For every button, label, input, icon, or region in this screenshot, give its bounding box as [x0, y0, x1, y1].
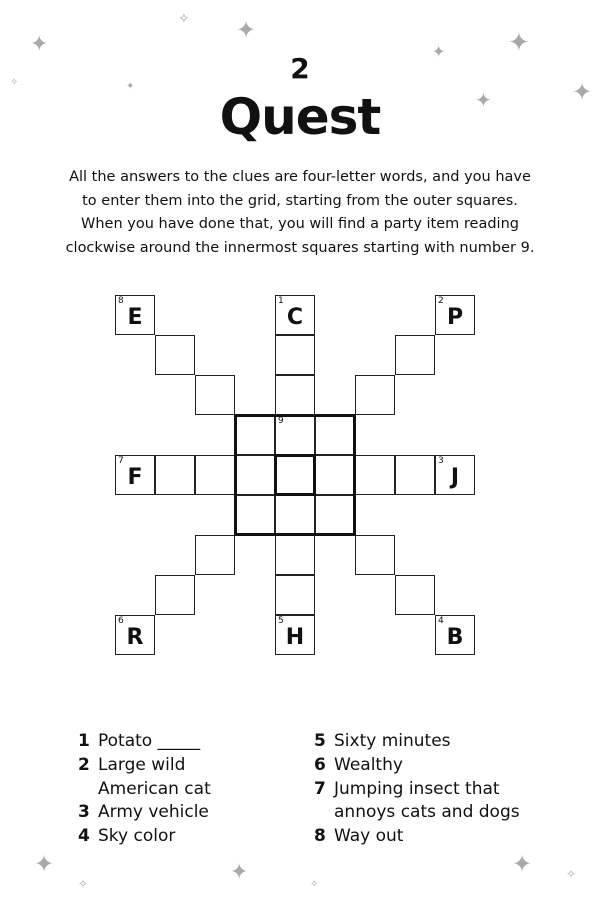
clue-text: Large wild	[98, 754, 186, 775]
clue-number: 4	[78, 826, 90, 847]
cell-letter: J	[450, 465, 460, 490]
cell-letter: F	[127, 465, 143, 490]
grid-cell[interactable]	[395, 455, 435, 495]
grid-cell[interactable]	[275, 295, 315, 335]
sparkle-icon: ✦	[34, 850, 55, 878]
cell-number: 2	[438, 296, 444, 306]
sparkle-icon: ✧	[10, 77, 19, 88]
grid-cell[interactable]	[195, 535, 235, 575]
cell-number: 5	[278, 616, 284, 626]
cell-number: 4	[438, 616, 444, 626]
clue-number: 7	[314, 778, 326, 799]
grid-cell[interactable]	[155, 455, 195, 495]
sparkle-icon: ✦	[126, 81, 135, 92]
clue-7	[314, 778, 554, 826]
grid-cell[interactable]	[355, 375, 395, 415]
cell-number: 6	[118, 616, 124, 626]
clue-1	[78, 730, 278, 754]
grid-cell[interactable]	[435, 455, 475, 495]
clue-number: 3	[78, 802, 90, 823]
clue-text: Way out	[334, 826, 404, 847]
clue-number: 8	[314, 826, 326, 847]
grid-cell[interactable]	[275, 615, 315, 655]
cell-letter: P	[446, 305, 464, 330]
sparkle-icon: ✦	[230, 860, 249, 885]
grid-cell[interactable]	[115, 455, 155, 495]
clue-text: Sixty minutes	[334, 731, 451, 751]
grid-cell[interactable]	[275, 575, 315, 615]
clue-6	[314, 754, 554, 778]
clue-number: 5	[314, 731, 326, 751]
instructions-line: When you have done that, you will find a party item reading	[81, 216, 519, 232]
grid-cell[interactable]	[435, 295, 475, 335]
sparkle-icon: ✦	[572, 78, 593, 106]
sparkle-icon: ✧	[178, 11, 190, 27]
grid-cell[interactable]	[115, 615, 155, 655]
cell-number: 1	[278, 296, 284, 306]
clue-number: 1	[78, 731, 90, 751]
clue-8	[314, 825, 554, 849]
instructions-line: All the answers to the clues are four-letter words, and you have	[69, 169, 531, 185]
grid-cell[interactable]	[195, 455, 235, 495]
clue-3	[78, 801, 278, 825]
clue-4	[78, 825, 278, 849]
sparkle-icon: ✦	[30, 32, 49, 57]
cell-letter: E	[127, 305, 143, 330]
cell-number: 8	[118, 296, 124, 306]
clue-text: Potato _____	[98, 731, 201, 751]
grid-cell[interactable]	[155, 335, 195, 375]
clues-left	[78, 730, 278, 849]
puzzle-title: Quest	[219, 88, 381, 146]
sparkle-icon: ✧	[566, 867, 577, 881]
puzzle-number: 2	[290, 52, 310, 85]
clues-right	[314, 730, 554, 849]
clue-number: 2	[78, 754, 90, 775]
grid-cell[interactable]	[395, 335, 435, 375]
clue-5	[314, 730, 554, 754]
sparkle-icon: ✦	[432, 42, 446, 61]
cell-number: 9	[278, 416, 284, 426]
clue-2	[78, 754, 278, 802]
grid-cell[interactable]	[435, 615, 475, 655]
clue-text: Wealthy	[334, 754, 403, 775]
cell-letter: B	[446, 625, 464, 650]
cell-letter: C	[286, 305, 304, 330]
grid-cell[interactable]	[395, 575, 435, 615]
clue-number: 6	[314, 754, 326, 775]
clue-text: Jumping insect that	[334, 778, 500, 799]
grid-cell[interactable]	[355, 455, 395, 495]
sparkle-icon: ✧	[78, 877, 89, 891]
instructions-line: clockwise around the innermost squares starting with number 9.	[65, 239, 535, 256]
clue-text: Army vehicle	[98, 802, 209, 823]
cell-letter: R	[126, 625, 144, 650]
clue-text: Sky color	[98, 826, 176, 847]
cell-number: 7	[118, 456, 124, 466]
cell-letter: H	[285, 625, 305, 650]
instructions-line: to enter them into the grid, starting from the outer squares.	[82, 192, 518, 209]
grid-cell[interactable]	[275, 375, 315, 415]
grid-cell[interactable]	[115, 295, 155, 335]
sparkle-icon: ✦	[512, 850, 533, 878]
sparkle-icon: ✦	[236, 16, 257, 44]
grid-cell[interactable]	[155, 575, 195, 615]
grid-cell[interactable]	[195, 375, 235, 415]
grid-cell[interactable]	[275, 535, 315, 575]
sparkle-icon: ✧	[310, 879, 319, 890]
clue-text: annoys cats and dogs	[334, 802, 520, 823]
grid-cell[interactable]	[275, 335, 315, 375]
cell-number: 3	[438, 456, 444, 466]
clue-text: American cat	[98, 778, 211, 799]
center-square-outline	[274, 454, 316, 496]
sparkle-icon: ✦	[508, 28, 530, 58]
sparkle-icon: ✦	[475, 88, 492, 112]
grid-cell[interactable]	[355, 535, 395, 575]
